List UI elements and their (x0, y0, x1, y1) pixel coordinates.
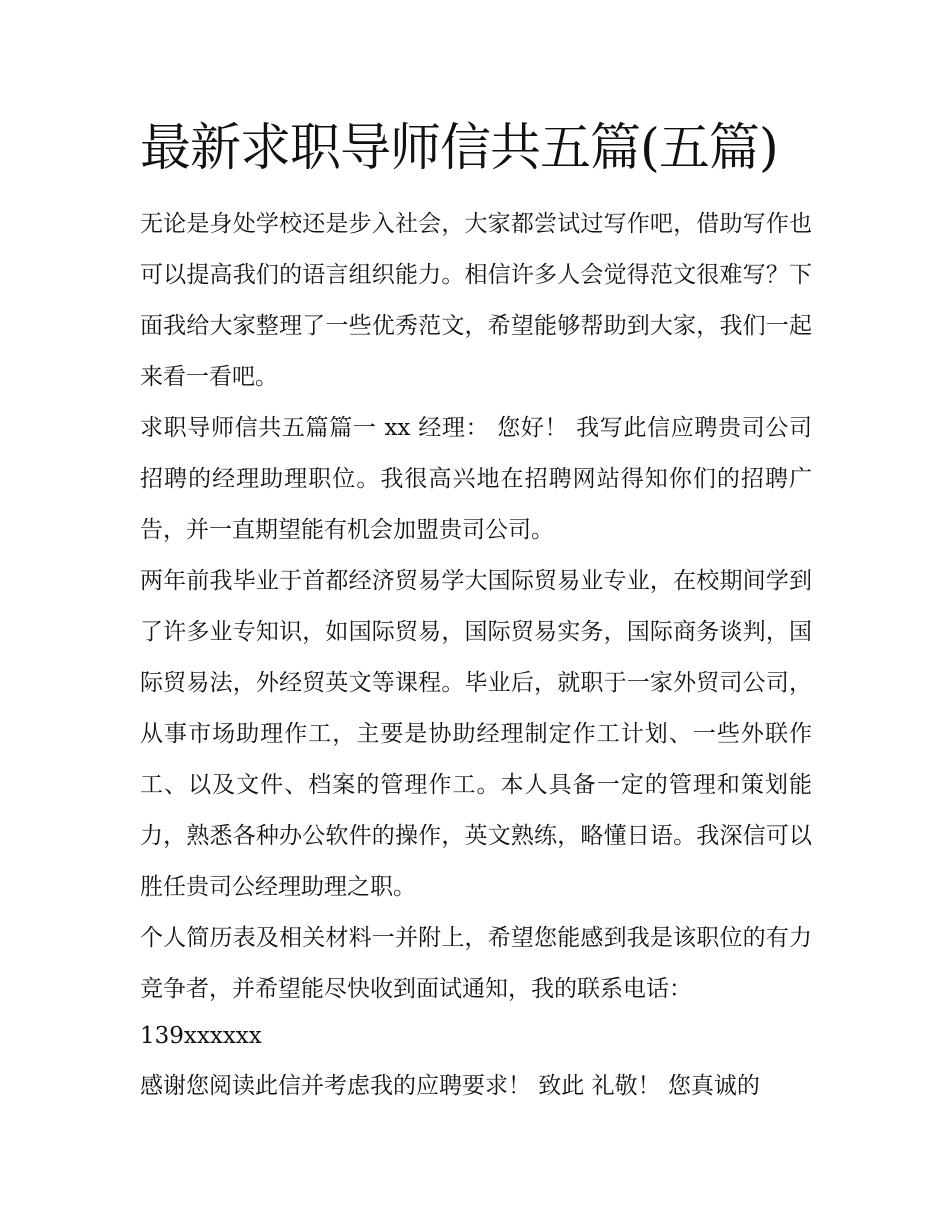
closing-paragraph: 感谢您阅读此信并考虑我的应聘要求！ 致此 礼敬！ 您真诚的 (140, 1073, 760, 1099)
document-body (140, 199, 812, 1112)
letter-opening-paragraph: 求职导师信共五篇篇一 xx 经理： 您好！ 我写此信应聘贵司公司招聘的经理助理职位。我很高兴地在招聘网站得知你们的招聘广告，并一直期望能有机会加盟贵司公司。 (140, 415, 812, 543)
phone-number: 139xxxxxx (140, 1023, 262, 1049)
intro-paragraph: 无论是身处学校还是步入社会，大家都尝试过写作吧，借助写作也可以提高我们的语言组织能力。相信许多人会觉得范文很难写？下面我给大家整理了一些优秀范文，希望能够帮助到大家，我们一起来看一看吧。 (140, 211, 812, 390)
document-title: 最新求职导师信共五篇(五篇) (140, 119, 778, 178)
experience-paragraph: 两年前我毕业于首都经济贸易学大国际贸易业专业，在校期间学到了许多业专知识，如国际贸易，国际贸易实务，国际商务谈判，国际贸易法，外经贸英文等课程。毕业后，就职于一家外贸司公司，从事市场助理作工，主要是协助经理制定作工计划、一些外联作工、以及文件、档案的管理作工。本人具备一定的管理和策划能力，熟悉各种办公软件的操作，英文熟练，略懂日语。我深信可以胜任贵司公经理助理之职。 (140, 568, 812, 900)
attachment-paragraph: 个人简历表及相关材料一并附上，希望您能感到我是该职位的有力竞争者，并希望能尽快收到面试通知，我的联系电话： (140, 925, 812, 1002)
